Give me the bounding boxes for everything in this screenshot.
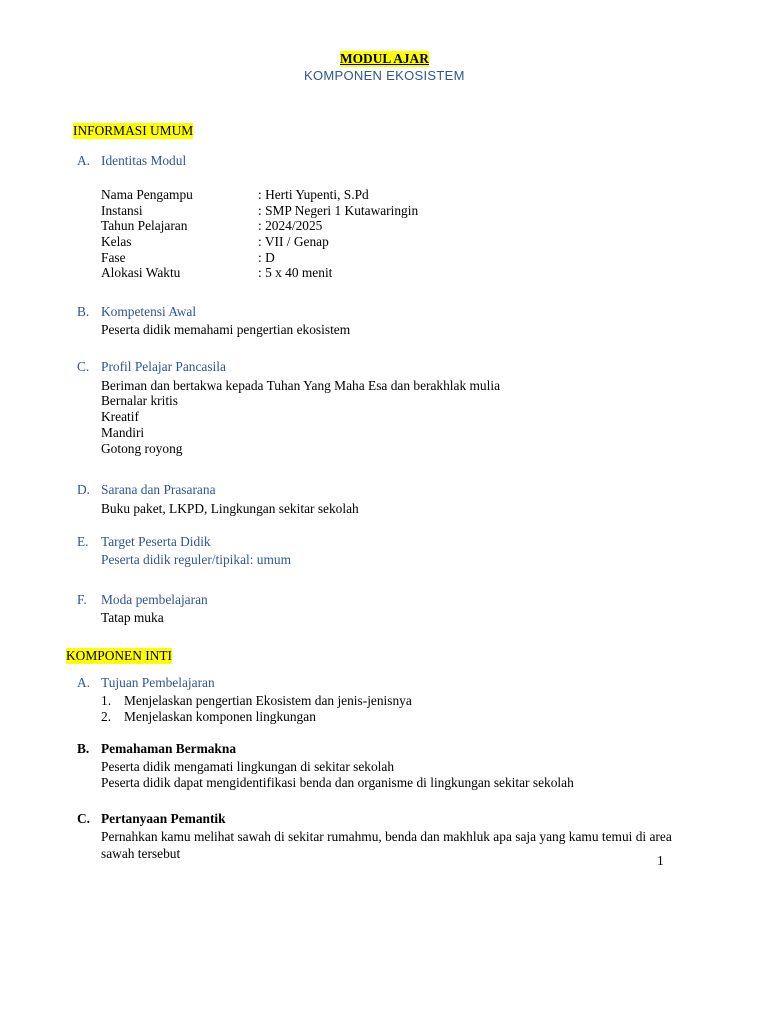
section-title-moda: Moda pembelajaran: [101, 592, 208, 607]
profil-item: Bernalar kritis: [101, 393, 178, 408]
tujuan-item-text: Menjelaskan pengertian Ekosistem dan jenis-jenisnya: [124, 693, 412, 708]
identitas-value: : VII / Genap: [258, 234, 329, 249]
profil-item: Mandiri: [101, 425, 145, 440]
identitas-label: Kelas: [101, 234, 132, 249]
identitas-label: Instansi: [101, 203, 143, 218]
profil-item: Beriman dan bertakwa kepada Tuhan Yang Maha Esa dan berakhlak mulia: [101, 378, 501, 393]
tujuan-item-number: 2.: [101, 709, 112, 724]
tujuan-item-number: 1.: [101, 693, 112, 708]
inti-letter-a: A.: [77, 675, 91, 690]
page-number: 1: [657, 853, 664, 868]
identitas-value: : 2024/2025: [258, 218, 323, 233]
moda-text: Tatap muka: [101, 610, 164, 625]
section-heading-informasi-umum: INFORMASI UMUM: [73, 123, 194, 138]
identitas-label: Tahun Pelajaran: [101, 218, 188, 233]
section-letter-a: A.: [77, 153, 91, 168]
pemahaman-line: Peserta didik dapat mengidentifikasi benda dan organisme di lingkungan sekitar sekolah: [101, 775, 574, 790]
section-letter-c: C.: [77, 359, 90, 374]
section-letter-b: B.: [77, 304, 90, 319]
pertanyaan-line: Pernahkan kamu melihat sawah di sekitar rumahmu, benda dan makhluk apa saja yang kamu temui di area: [101, 829, 672, 844]
identitas-value: : Herti Yupenti, S.Pd: [258, 187, 369, 202]
profil-item: Kreatif: [101, 409, 139, 424]
document-subtitle: KOMPONEN EKOSISTEM: [304, 68, 465, 83]
identitas-value: : D: [258, 250, 275, 265]
section-title-pertanyaan: Pertanyaan Pemantik: [101, 811, 226, 826]
kompetensi-text: Peserta didik memahami pengertian ekosistem: [101, 322, 351, 337]
inti-letter-b: B.: [77, 741, 90, 756]
identitas-label: Alokasi Waktu: [101, 265, 181, 280]
section-title-identitas-modul: Identitas Modul: [101, 153, 187, 168]
section-letter-d: D.: [77, 482, 91, 497]
section-title-pemahaman: Pemahaman Bermakna: [101, 741, 237, 756]
profil-item: Gotong royong: [101, 441, 183, 456]
section-title-sarana: Sarana dan Prasarana: [101, 482, 216, 497]
identitas-label: Nama Pengampu: [101, 187, 193, 202]
section-title-target: Target Peserta Didik: [101, 534, 211, 549]
section-title-profil-pelajar: Profil Pelajar Pancasila: [101, 359, 226, 374]
section-letter-e: E.: [77, 534, 89, 549]
pertanyaan-line: sawah tersebut: [101, 846, 181, 861]
target-text: Peserta didik reguler/tipikal: umum: [101, 552, 292, 567]
document-title: MODUL AJAR: [340, 51, 429, 66]
identitas-label: Fase: [101, 250, 126, 265]
sarana-text: Buku paket, LKPD, Lingkungan sekitar sekolah: [101, 501, 359, 516]
identitas-value: : 5 x 40 menit: [258, 265, 333, 280]
section-heading-komponen-inti: KOMPONEN INTI: [66, 648, 173, 663]
identitas-value: : SMP Negeri 1 Kutawaringin: [258, 203, 419, 218]
section-letter-f: F.: [77, 592, 87, 607]
section-title-kompetensi-awal: Kompetensi Awal: [101, 304, 197, 319]
section-title-tujuan: Tujuan Pembelajaran: [101, 675, 215, 690]
inti-letter-c: C.: [77, 811, 91, 826]
tujuan-item-text: Menjelaskan komponen lingkungan: [124, 709, 316, 724]
pemahaman-line: Peserta didik mengamati lingkungan di sekitar sekolah: [101, 759, 395, 774]
